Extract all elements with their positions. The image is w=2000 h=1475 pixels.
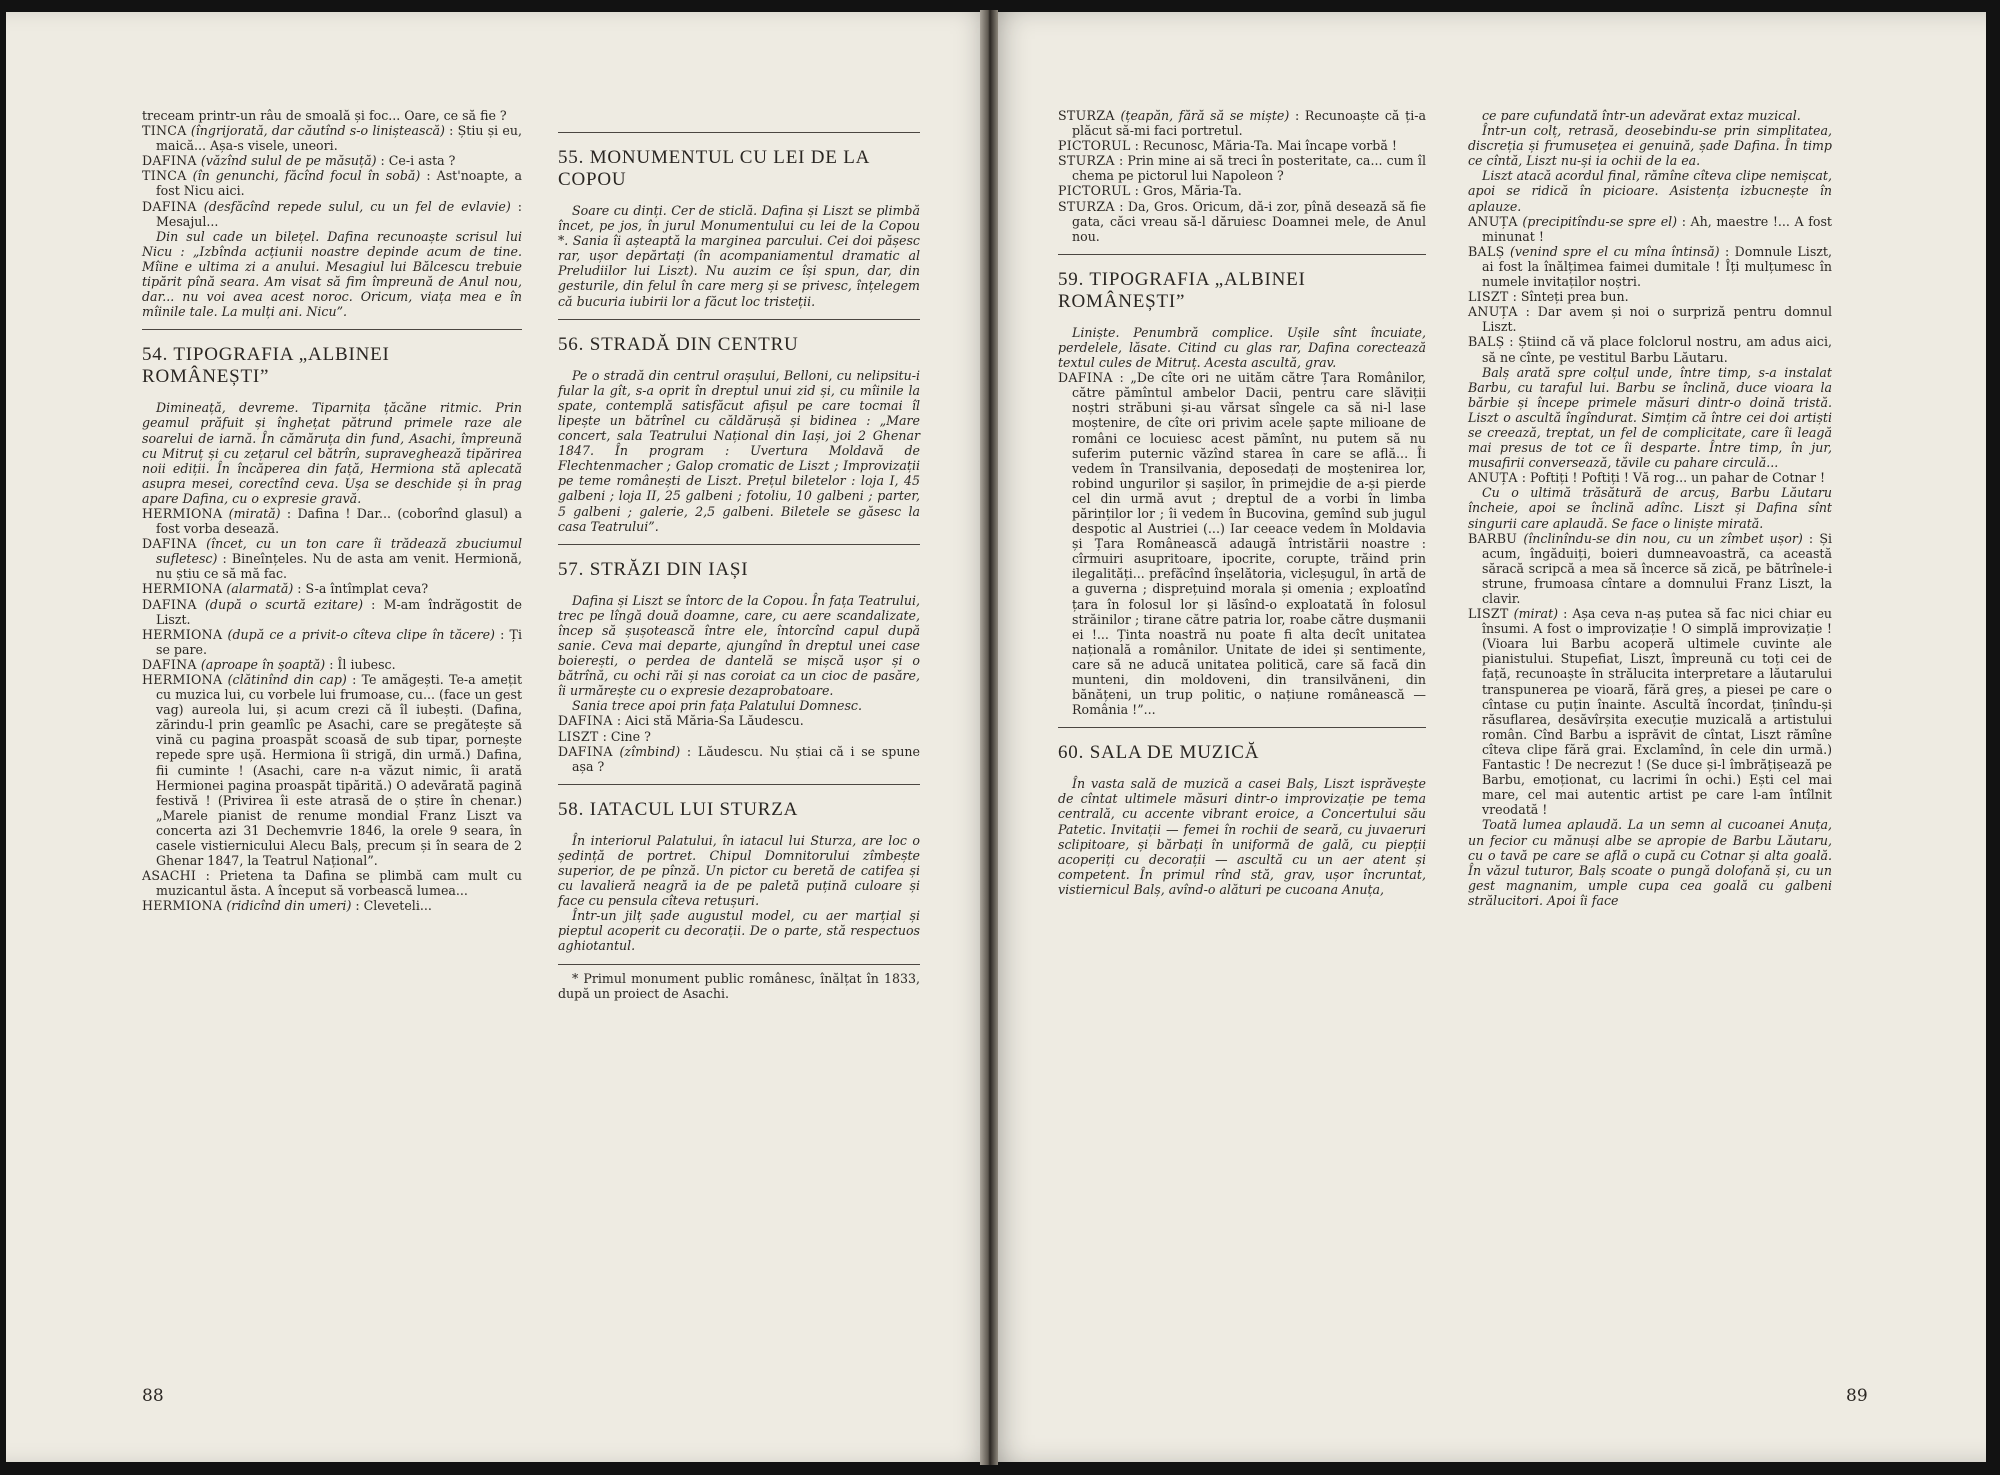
dialogue-text: : Domnule Liszt, ai fost la înălțimea faimei dumitale ! Îți mulțumesc în numele invitaților noștri. (1482, 243, 1832, 290)
stage-direction-paragraph: Cu o ultimă trăsătură de arcuș, Barbu Lăutaru încheie, apoi se înclină adînc. Liszt și Dafina sînt singurii care aplaudă. Se face o liniște mirată. (1468, 485, 1832, 531)
section-rule (1058, 254, 1426, 255)
speaker-name: DAFINA (142, 198, 197, 214)
dialogue-line (142, 597, 522, 627)
stage-direction-paragraph: Liszt atacă acordul final, rămîne cîteva clipe nemișcat, apoi se ridică în picioare. Asistența izbucnește în aplauze. (1468, 168, 1832, 214)
stage-direction-paragraph: Toată lumea aplaudă. La un semn al cucoanei Anuța, un fecior cu mănuși albe se apropie de Barbu Lăutaru, cu o tavă pe care se află o cupă cu Cotnar și alta goală. În văzul tuturor, Balș scoate o pungă dolofană și, cu un gest magnanim, umple cupa cea goală cu galbeni strălucitori. Apoi îi face (1468, 817, 1832, 908)
dialogue-line (558, 713, 920, 728)
speaker-name: HERMIONA (142, 672, 223, 687)
stage-direction: (desfăcînd repede sulul, cu un fel de evlavie) (196, 198, 511, 214)
speaker-name: BALȘ (1468, 243, 1505, 259)
speaker-name: STURZA (1058, 198, 1115, 214)
dialogue-line (142, 506, 522, 536)
left-column-2 (558, 122, 920, 1001)
dialogue-text: : Ți se pare. (156, 626, 522, 657)
speaker-name: ANUȚA (1468, 213, 1518, 229)
stage-direction-paragraph: Liniște. Penumbră complice. Ușile sînt încuiate, perdelele, lăsate. Citind cu glas rar, Dafina corectează textul cules de Mitruț. Acesta ascultă, grav. (1058, 324, 1426, 371)
speaker-name: DAFINA (1058, 370, 1113, 386)
stage-direction: (mirată) (222, 505, 281, 521)
speaker-name: TINCA (142, 168, 187, 184)
stage-direction: (ridicînd din umeri) (222, 898, 352, 914)
dialogue-text: : Te amăgești. Te-a amețit cu muzica lui, cu vorbele lui frumoase, cu... (face un gest vag) aureola lui, și acum crezi că îl iubești. (Dafina, zărindu-l prin geamlîc pe Asachi, care se pregătește să vină cu pagina proaspăt scoasă de sub tipar, pornește repede spre ușă. Hermiona îi strigă, din urmă.) Dafina, fii cuminte ! (Asachi, care n-a văzut nimic, îi arată Hermionei pagina proaspăt tipărită.) O adevărată pagină festivă ! (Privirea îi este atrasă de o știre în chenar.) „Marele pianist de renume mondial Franz Liszt va concerta azi 31 Dechemvrie 1846, la orele 9 seara, în casele vistiernicului Alecu Balș, precum și în seara de 2 Ghenar 1847, la Teatrul Național”. (156, 672, 522, 869)
dialogue-text: : „De cîte ori ne uităm către Țara Românilor, către pămîntul ambelor Dacii, pentru care slăviții noștri străbuni și-au vărsat sîngele ca să ni-l lase moștenire, de cîte ori privim acele șapte milioane de români ce locuiesc acest pămînt, nu putem să nu suferim puternic văzînd starea în care se află... Îi vedem în Transilvania, deposedați de moștenirea lor, robind ungurilor și sașilor, în primejdie de a-și pierde cel din urmă avut ; dreptul de a vorbi în limba părinților lor ; îi vedem în Bucovina, gemînd sub jugul despotic al Austriei (...) Iar ceeace vedem în Moldavia și Țara Românească adaugă întristării noastre : cîrmuiri asupritoare, ipocrite, corupte, trăind prin ilegalități... prefăcînd înșelătoria, vicleșugul, în artă de a guverna ; disprețuind morala și omenia ; exploatînd țara în folosul lor și lăsînd-o exploatată în folosul străinilor ; tirane către patria lor, roabe către dușmanii ei !... Ținta noastră nu poate fi alta decît unitatea națională a românilor. Unitate de idei și sentimente, care să ne aducă unitatea politică, care să facă din munteni, din moldoveni, din transilvăneni, din bănățeni, un trup politic, o națiune românească — România !”... (1072, 370, 1426, 718)
dialogue-text: : M-am îndrăgostit de Liszt. (156, 596, 522, 627)
dialogue-line (142, 168, 522, 198)
dialogue-text: : S-a întîmplat ceva? (293, 581, 429, 597)
dialogue-line (1058, 153, 1426, 183)
dialogue-text: : Știu și eu, maică... Așa-s visele, uneori. (156, 123, 522, 154)
speaker-name: STURZA (1058, 153, 1115, 169)
section-heading: 57. STRĂZI DIN IAȘI (558, 558, 749, 580)
stage-direction-paragraph: Balș arată spre colțul unde, între timp, s-a instalat Barbu, cu taraful lui. Barbu se înclină, duce vioara la bărbie și începe primele măsuri dintr-o doină tristă. Liszt o ascultă îngîndurat. Simțim că între cei doi artiști se creează, treptat, un fel de complicitate, care îi leagă mai presus de tot ce îi desparte. Între timp, în jur, musafirii conversează, tăvile cu pahare circulă... (1468, 364, 1832, 471)
stage-direction: (mirat) (1508, 606, 1559, 622)
page-number-left: 88 (142, 1386, 164, 1406)
stage-direction-paragraph: În interiorul Palatului, în iatacul lui Sturza, are loc o ședință de portret. Chipul Domnitorului zîmbește superior, de pe pînză. Un pictor cu beretă de catifea și cu lavalieră neagră ia de pe paletă puțină culoare și face cu pensula cîteva retușuri. (558, 832, 920, 909)
dialogue-text: : Dar avem și noi o surpriză pentru domnul Liszt. (1482, 304, 1832, 335)
paragraph: treceam printr-un râu de smoală și foc... Oare, ce să fie ? (142, 108, 507, 123)
dialogue-text: : Aici stă Măria-Sa Lăudescu. (612, 713, 804, 729)
section-rule (558, 319, 920, 320)
footnote: * Primul monument public românesc, înălțat în 1833, după un proiect de Asachi. (558, 970, 920, 1001)
stage-direction: (înclinîndu-se din nou, cu un zîmbet ușor) (1517, 530, 1803, 546)
footnote-rule (558, 964, 920, 965)
stage-direction: (precipitîndu-se spre el) (1517, 213, 1678, 229)
speaker-name: STURZA (1058, 108, 1115, 123)
dialogue-text: : Dafina ! Dar... (coborînd glasul) a fost vorba desează. (156, 505, 522, 537)
dialogue-line (142, 627, 522, 657)
stage-direction-paragraph: Din sul cade un bilețel. Dafina recunoaște scrisul lui Nicu : „Izbînda acțiunii noastre depinde acum de tine. Mîine e ultima zi a anului. Mesagiul lui Bălcescu trebuie tipărit pînă seara. Am visat să fim împreună de Anul nou, dar... nu voi avea acest noroc. Oricum, viața mea e în mîinile tale. La mulți ani. Nicu”. (142, 228, 522, 320)
speaker-name: TINCA (142, 123, 187, 139)
speaker-name: BARBU (1468, 530, 1518, 546)
speaker-name: ASACHI (142, 868, 197, 884)
dialogue-line (1468, 244, 1832, 289)
dialogue-line (558, 744, 920, 774)
speaker-name: LISZT (1468, 606, 1509, 622)
speaker-name: PICTORUL (1058, 138, 1131, 154)
dialogue-text: : Poftiți ! Poftiți ! Vă rog... un pahar de Cotnar ! (1517, 470, 1826, 486)
speaker-name: LISZT (558, 728, 599, 744)
speaker-name: DAFINA (142, 656, 197, 672)
dialogue-line (142, 536, 522, 581)
dialogue-line (142, 898, 522, 913)
stage-direction-paragraph: Dimineață, devreme. Tiparnița țăcăne ritmic. Prin geamul prăfuit și înghețat pătrund primele raze ale soarelui de iarnă. În cămăruța din fund, Asachi, împreună cu Mitruț și cu zețarul cel bătrîn, supraveghează tipărirea noii ediții. În încăperea din față, Hermiona stă aplecată asupra mesei, corectînd ceva. Ușa se deschide și în prag apare Dafina, cu o expresie gravă. (142, 400, 522, 506)
stage-direction: (în genunchi, făcînd focul în sobă) (186, 168, 421, 184)
dialogue-line (1058, 199, 1426, 244)
dialogue-text: : Îl iubesc. (325, 656, 396, 672)
stage-direction: (îngrijorată, dar căutînd s-o liniștească) (186, 123, 445, 139)
speaker-name: LISZT (1468, 289, 1509, 305)
section-rule (558, 784, 920, 785)
dialogue-line (1058, 370, 1426, 717)
dialogue-text: : Da, Gros. Oricum, dă-i zor, pînă desează să fie gata, căci vreau să-l dăruiesc Doamnei mele, de Anul nou. (1072, 198, 1426, 244)
stage-direction: (zîmbind) (612, 743, 681, 759)
page-number-right: 89 (1846, 1386, 1868, 1406)
stage-direction-paragraph: În vasta sală de muzică a casei Balș, Liszt isprăvește de cîntat ultimele măsuri dintr-o improvizație pe tema centrală, cu accente vibrant eroice, a Concertului său Patetic. Invitații — femei în rochii de seară, cu juvaeruri sclipitoare, și bărbați în uniformă de gală, cu piepții acoperiți cu decorații — ascultă cu un aer atent și competent. În primul rînd stă, grav, ușor încruntat, vistiernicul Balș, avînd-o alături pe cucoana Anuța, (1058, 776, 1426, 897)
dialogue-text: : Cine ? (598, 728, 651, 744)
dialogue-text: : Prietena ta Dafina se plimbă cam mult cu muzicantul ăsta. A început să vorbească lumea... (156, 868, 522, 899)
stage-direction: (țeapăn, fără să se miște) (1114, 108, 1290, 123)
stage-direction: (după ce a privit-o cîteva clipe în tăcere) (222, 626, 495, 642)
section-rule (558, 132, 920, 133)
dialogue-line (142, 581, 522, 596)
speaker-name: HERMIONA (142, 626, 223, 642)
stage-direction: (aproape în șoaptă) (196, 656, 326, 672)
dialogue-line (142, 868, 522, 898)
dialogue-text: : Ce-i asta ? (376, 153, 456, 169)
stage-direction: (încet, cu un ton care îi trădează zbuciumul sufletesc) (156, 536, 522, 567)
dialogue-line (1468, 531, 1832, 606)
dialogue-line (142, 153, 522, 168)
dialogue-text: : Ast'noapte, a fost Nicu aici. (156, 168, 523, 199)
dialogue-line (142, 672, 522, 868)
stage-direction-paragraph: Pe o stradă din centrul orașului, Belloni, cu nelipsitu-i fular la gît, s-a oprit în dreptul unui zid și, cu mîinile la spate, contemplă satisfăcut afișul pe care tocmai îl lipește un bătrînel cu căldărușă și bidinea : „Mare concert, sala Teatrului Național din Iași, joi 2 Ghenar 1847. În program : Uvertura Moldavă de Flechtenmacher ; Galop cromatic de Liszt ; Improvizații pe teme românești de Liszt. Prețul biletelor : loja I, 45 galbeni ; loja II, 25 galbeni ; fotoliu, 10 galbeni ; parter, 5 galbeni ; galerie, 2,5 galbeni. Biletele se găsesc la casa Teatrului”. (558, 367, 920, 534)
stage-direction-paragraph: Soare cu dinți. Cer de sticlă. Dafina și Liszt se plimbă încet, pe jos, în jurul Monumentului cu lei de la Copou *. Sania îi așteaptă la marginea parcului. Cei doi pășesc rar, ușor depărtați (în acompaniamentul dramatic al Preludiilor lui Liszt). Nu auzim ce își spun, dar, din gesturile, din felul în care merg și se privesc, înțelegem că bucuria iubirii lor a făcut loc tristeții. (558, 203, 920, 309)
stage-direction: (alarmată) (222, 581, 294, 597)
section-rule (1058, 727, 1426, 728)
speaker-name: DAFINA (558, 713, 613, 729)
section-rule (142, 329, 522, 330)
right-column-2 (1468, 108, 1832, 908)
stage-direction-paragraph: Într-un jilț șade augustul model, cu aer marțial și pieptul acoperit cu decorații. De o parte, stă respectuos aghiotantul. (558, 908, 920, 954)
section-heading: 59. TIPOGRAFIA „ALBINEI ROMÂNEȘTI” (1058, 268, 1306, 312)
dialogue-line (1468, 470, 1832, 485)
stage-direction: (văzînd sulul de pe măsuță) (196, 153, 377, 169)
stage-direction: (venind spre el cu mîna întinsă) (1504, 243, 1720, 259)
dialogue-text: : Gros, Măria-Ta. (1130, 183, 1242, 199)
dialogue-line (142, 123, 522, 153)
dialogue-text: : Recunosc, Măria-Ta. Mai încape vorbă ! (1130, 138, 1397, 154)
right-page (986, 12, 1986, 1462)
section-heading: 60. SALA DE MUZICĂ (1058, 742, 1260, 764)
stage-direction-paragraph: ce pare cufundată într-un adevărat extaz muzical. (1482, 108, 1801, 123)
speaker-name: HERMIONA (142, 505, 223, 521)
dialogue-text: : Recunoaște că ți-a plăcut să-mi faci portretul. (1072, 108, 1426, 139)
speaker-name: DAFINA (142, 153, 197, 169)
dialogue-line (1468, 289, 1832, 304)
section-heading: 58. IATACUL LUI STURZA (558, 798, 799, 820)
left-column-1 (142, 108, 522, 914)
speaker-name: HERMIONA (142, 898, 223, 914)
speaker-name: DAFINA (142, 596, 197, 612)
stage-direction-paragraph: Dafina și Liszt se întorc de la Copou. În fața Teatrului, trec pe lîngă două doamne, care, cu aere scandalizate, încep să șușotească între ele, întorcînd capul după sanie. Ceva mai departe, ajungînd în dreptul unei case boierești, o perdea de dantelă se mișcă ușor și o bătrînă, cu ochi răi și nas coroiat ca un cioc de pasăre, îi urmărește cu o expresie dezaprobatoare. (558, 592, 920, 699)
right-column-1 (1058, 108, 1426, 897)
dialogue-line (1468, 214, 1832, 244)
dialogue-line (1058, 108, 1426, 138)
section-heading: 55. MONUMENTUL CU LEI DE LA COPOU (558, 147, 870, 190)
section-rule (558, 544, 920, 545)
section-heading: 54. TIPOGRAFIA „ALBINEI ROMÂNEȘTI” (142, 344, 390, 388)
dialogue-line (1058, 138, 1426, 153)
dialogue-text: : Și acum, îngăduiți, boieri dumneavoastră, ca această săracă scripcă a mea să încerce să zică, pe bătrînele-i strune, frumoasa cîntare a domnului Franz Liszt, la clavir. (1482, 530, 1832, 606)
dialogue-text: : Prin mine ai să treci în posteritate, ca... cum îl chema pe pictorul lui Napoleon ? (1072, 153, 1426, 184)
dialogue-text: : Lăudescu. Nu știai că i se spune așa ? (572, 743, 920, 774)
speaker-name: DAFINA (142, 536, 197, 552)
dialogue-text: : Știind că vă place folclorul nostru, am adus aici, să ne cînte, pe vestitul Barbu Lăutaru. (1482, 334, 1832, 365)
dialogue-line (1468, 334, 1832, 364)
dialogue-text: : Bineînțeles. Nu de asta am venit. Hermionă, nu știu ce să mă fac. (156, 551, 522, 582)
dialogue-line (1468, 606, 1832, 817)
speaker-name: ANUȚA (1468, 304, 1518, 320)
left-page (6, 12, 990, 1462)
speaker-name: BALȘ (1468, 334, 1505, 350)
dialogue-line (142, 657, 522, 672)
speaker-name: PICTORUL (1058, 183, 1131, 199)
book-gutter (980, 10, 998, 1465)
stage-direction-paragraph: Sania trece apoi prin fața Palatului Domnesc. (572, 698, 862, 714)
dialogue-line (1468, 304, 1832, 334)
dialogue-text: : Ah, maestre !... A fost minunat ! (1482, 213, 1832, 244)
speaker-name: ANUȚA (1468, 470, 1518, 486)
speaker-name: DAFINA (558, 743, 613, 759)
stage-direction-paragraph: Într-un colț, retrasă, deosebindu-se prin simplitatea, discreția și frumusețea ei genuină, șade Dafina. În timp ce cîntă, Liszt nu-și ia ochii de la ea. (1468, 123, 1832, 169)
dialogue-text: : Cleveteli... (351, 898, 432, 914)
dialogue-line (142, 199, 522, 229)
section-heading: 56. STRADĂ DIN CENTRU (558, 333, 799, 355)
speaker-name: HERMIONA (142, 581, 223, 597)
dialogue-text: : Așa ceva n-aș putea să fac nici chiar eu însumi. A fost o improvizație ! O simplă improvizație ! (Vioara lui Barbu acoperă ultimele cuvinte ale pianistului. Stupefiat, Liszt, împreună cu toți cei de față, recunoaște în strălucita interpretare a lăutarului transpunerea pe vioară, fără greș, a piesei pe care o cîntase cu puțin înainte. Ascultă încordat, ținîndu-și răsuflarea, desăvîrșita execuție muzicală a artistului român. Cînd Barbu a isprăvit de cîntat, Liszt rămîne cîteva clipe fără grai. Exclamînd, în cele din urmă.) Fantastic ! De necrezut ! (Se duce și-l îmbrățișează pe Barbu, emoționat, cu lacrimi în ochi.) Ești cel mai mare, cel mai autentic artist pe care l-am întîlnit vreodată ! (1482, 606, 1833, 818)
stage-direction: (după o scurtă ezitare) (196, 596, 363, 612)
dialogue-line (1058, 183, 1426, 198)
dialogue-line (558, 729, 920, 744)
dialogue-text: : Mesajul... (156, 198, 522, 229)
dialogue-text: : Sînteți prea bun. (1508, 289, 1629, 305)
stage-direction: (clătinînd din cap) (222, 672, 347, 687)
